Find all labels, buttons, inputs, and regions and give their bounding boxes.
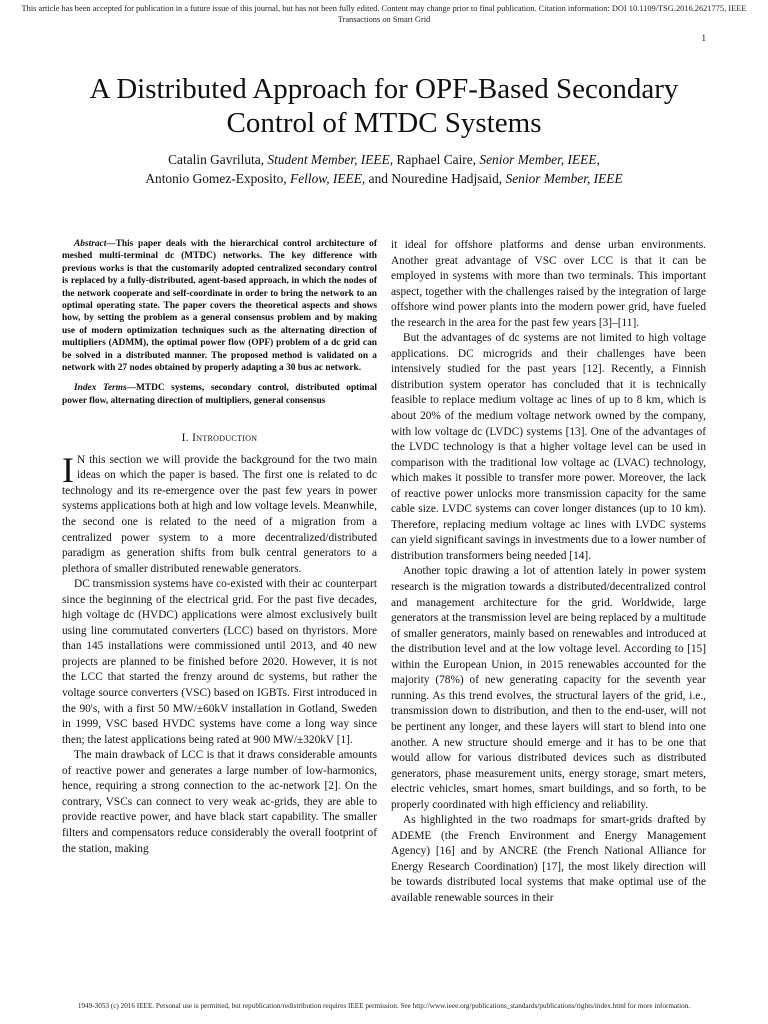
author-role: Fellow, IEEE,: [290, 171, 366, 186]
left-column: [62, 238, 377, 857]
author-role: Senior Member, IEEE,: [479, 152, 600, 167]
abstract-text: —This paper deals with the hierarchical control architecture of meshed multi-terminal dc (MTDC) networks. The key difference with previous works is that the customarily adopted centralized secondary control is replaced by a fully-distributed, agent-based approach, in which the nodes of the network cooperate and self-coordinate in order to bring the network to an optimal operating state. The paper covers the theoretical aspects and shows how, by setting the problem as a general consensus problem and by making use of modern optimization techniques such as the alternating direction of multipliers (ADMM), the optimal power flow (OPF) problem of a dc grid can be solved in a distributed manner. The proposed method is validated on a network with 27 nodes obtained by properly adapting a 30 bus ac network.: [62, 239, 377, 374]
paper-title: [40, 72, 728, 140]
author-line-2: [40, 169, 728, 188]
paragraph: As highlighted in the two roadmaps for smart-grids drafted by ADEME (the French Environment and Energy Management Agency) [16] and by ANCRE (the French National Alliance for Energy Research Coordination) [17], the most likely direction will be towards distributed local systems that make optimal use of the available renewable sources in their: [391, 814, 706, 904]
right-column: [391, 238, 706, 907]
title-line-1: A Distributed Approach for OPF-Based Secondary: [89, 73, 679, 105]
section-heading: [62, 431, 377, 447]
index-terms: [62, 382, 377, 407]
author-list: [40, 150, 728, 188]
page-number: 1: [701, 33, 706, 43]
author-name: Raphael Caire,: [396, 152, 477, 167]
paragraph: DC transmission systems have co-existed with their ac counterpart since the beginning of the electrical grid. For the past five decades, high voltage dc (HVDC) applications were almost exclusively built using line commutated converters (LCC) based on thyristors. More than 145 installations were commissioned until 2013, and 40 new projects are planned to be finished before 2020. However, it is not the LCC that started the frenzy around dc systems, but rather the voltage source converters (VSC) based on IGBTs. First introduced in the 90's, with a first 50 MW/±60kV installation in Gotland, Sweden in 1999, VSC based HVDC systems have come a long way since then; the latest applications being rated at 900 MW/±320kV [1].: [62, 578, 377, 746]
index-terms-label: Index Terms: [74, 383, 127, 394]
abstract: [62, 238, 377, 374]
publication-banner: [20, 3, 748, 25]
author-line-1: [40, 150, 728, 169]
author-role: Senior Member, IEEE: [505, 171, 623, 186]
paragraph: The main drawback of LCC is that it draws considerable amounts of reactive power and generates a large number of low-harmonics, hence, requiring a strong connection to the ac-network [2]. On the contrary, VSCs can connect to very weak ac-grids, they are able to provide reactive power, and have black start capability. The smaller filters and compensators reduce considerably the overall footprint of the station, making: [62, 749, 377, 855]
drop-cap: I: [62, 449, 74, 490]
author-conjunction: and: [368, 171, 388, 186]
section-number: I.: [181, 432, 189, 445]
section-title: Introduction: [192, 432, 258, 445]
copyright-footer: 1949-3053 (c) 2016 IEEE. Personal use is permitted, but republication/redistribution requires IEEE permission. See http://www.ieee.org/publications_standards/publications/rights/index.html for more information.: [77, 1002, 691, 1010]
author-name: Catalin Gavriluta,: [168, 152, 265, 167]
paragraph-text: N this section we will provide the background for the two main ideas on which the paper is based. The first one is related to dc technology and its re-emergence over the past few years in power systems applications both at high and low voltage levels. Meanwhile, the second one is related to the need of a migration from a centralized power system to a more decentralized/distributed paradigm as generation shifts from bulk central generators to a plethora of smaller distributed renewable generators.: [62, 453, 377, 575]
banner-line-1: This article has been accepted for publication in a future issue of this journal, but has not been fully edited. Content may change prior to final publication. Citation information: DOI 10.1109/TSG.2016.2621775, IEEE: [21, 4, 747, 13]
paragraph: it ideal for offshore platforms and dense urban environments. Another great advantage of VSC over LCC is that it can be employed in systems with more than two terminals. This important aspect, together with the challenges raised by the integration of large offshore wind power plants into the modern power grid, have fueled the research in the area for the past few years [3]–[11].: [391, 239, 706, 329]
paragraph: Another topic drawing a lot of attention lately in power system research is the migration towards a distributed/decentralized control and management architecture for the grid. Worldwide, large generators at the transmission level are being replaced by a multitude of smaller generators, mainly based on renewables and introduced at the distribution level and at the low voltage level. According to [15] within the European Union, in 2015 renewables accounted for the majority (78%) of new generating capacity for the seventh year running. As this trend evolves, the structural layers of the grid, i.e., transmission down to distribution, and then to the end-user, will not be pertinent any longer, and these layers will start to blend into one another. A new structure should emerge and it has to be one that would allow for various distributed devices such as distributed generators, phase measurement units, energy storage, smart meters, electric vehicles, smart homes, smart buildings, and so forth, to be properly coordinated with high efficiency and reliability.: [391, 565, 706, 811]
abstract-label: Abstract: [74, 239, 107, 249]
title-line-2: Control of MTDC Systems: [226, 107, 542, 139]
paragraph: But the advantages of dc systems are not limited to high voltage applications. DC microgrids and their challenges have been intensively studied for the past years [12]. Recently, a Finnish distribution system operator has concluded that it is technically feasible to replace medium voltage ac lines of up to 8 km, which is about 20% of the medium voltage network owned by the company, with low voltage dc (LVDC) systems [13]. One of the advantages of the LVDC technology is that a higher voltage level can be used in comparison with the traditional low voltage ac (LVAC) technology, which makes it possible to transfer more power. Moreover, the lack of reactive power unlocks more transmission capacity for the same cable size. LVDC systems can cover longer distances (up to 10 km). Therefore, replacing medium voltage ac lines with LVDC systems can yield significant savings in investments due to a lower number of distribution transformers being needed [14].: [391, 332, 706, 562]
author-name: Nouredine Hadjsaid,: [391, 171, 503, 186]
author-name: Antonio Gomez-Exposito,: [145, 171, 287, 186]
paragraph: [62, 449, 377, 577]
banner-line-2: Transactions on Smart Grid: [337, 15, 431, 24]
author-role: Student Member, IEEE,: [267, 152, 394, 167]
index-terms-text: —MTDC systems, secondary control, distributed optimal power flow, alternating direction of multipliers, general consensus: [62, 383, 378, 406]
